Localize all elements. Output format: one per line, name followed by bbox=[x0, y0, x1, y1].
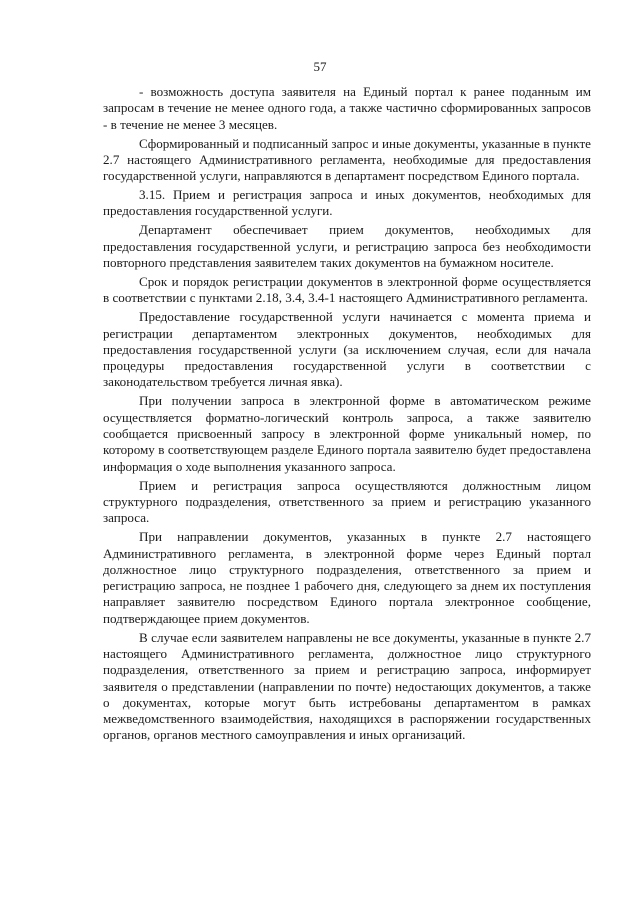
paragraph: Предоставление государственной услуги начинается с момента приема и регистрации департаментом электронных документов, необходимых для предоставления государственной услуги (за исключением случая, если для начала процедуры предоставления государственной услуги в соответствии с законодательством требуется личная явка). bbox=[103, 309, 591, 390]
paragraph: Срок и порядок регистрации документов в электронной форме осуществляется в соответствии с пунктами 2.18, 3.4, 3.4-1 настоящего Административного регламента. bbox=[103, 274, 591, 306]
section-heading-3-15: 3.15. Прием и регистрация запроса и иных документов, необходимых для предоставления государственной услуги. bbox=[103, 187, 591, 219]
paragraph: Прием и регистрация запроса осуществляются должностным лицом структурного подразделения, ответственного за прием и регистрацию указанного запроса. bbox=[103, 477, 591, 526]
page-number: 57 bbox=[313, 59, 327, 74]
paragraph: При получении запроса в электронной форме в автоматическом режиме осуществляется форматно-логический контроль запроса, а также заявителю сообщается присвоенный запросу в электронной форме уникальный номер, по которому в соответствующем разделе Единого портала заявителю будет предоставлена информация о ходе выполнения указанного запроса. bbox=[103, 393, 591, 474]
paragraph: Департамент обеспечивает прием документов, необходимых для предоставления государственной услуги, и регистрацию запроса без необходимости повторного представления заявителем таких документов на бумажном носителе. bbox=[103, 222, 591, 271]
paragraph: - возможность доступа заявителя на Единый портал к ранее поданным им запросам в течение не менее одного года, а также частично сформированных запросов - в течение не менее 3 месяцев. bbox=[103, 84, 591, 132]
body-text bbox=[103, 84, 591, 746]
paragraph: При направлении документов, указанных в пункте 2.7 настоящего Административного регламента, в электронной форме через Единый портал должностное лицо структурного подразделения, ответственного за прием и регистрацию запроса, не позднее 1 рабочего дня, следующего за днем их поступления направляет заявителю посредством Единого портала электронное сообщение, подтверждающее прием документов. bbox=[103, 529, 591, 626]
paragraph: В случае если заявителем направлены не все документы, указанные в пункте 2.7 настоящего Административного регламента, должностное лицо структурного подразделения, ответственного за прием и регистрацию запроса, информирует заявителя о представлении (направлении по почте) недостающих документов, а также о документах, которые могут быть истребованы департаментом в рамках межведомственного взаимодействия, находящихся в распоряжении государственных органов, органов местного самоуправления и иных организаций. bbox=[103, 629, 591, 743]
paragraph: Сформированный и подписанный запрос и иные документы, указанные в пункте 2.7 настоящего Административного регламента, необходимые для предоставления государственной услуги, направляются в департамент посредством Единого портала. bbox=[103, 135, 591, 184]
